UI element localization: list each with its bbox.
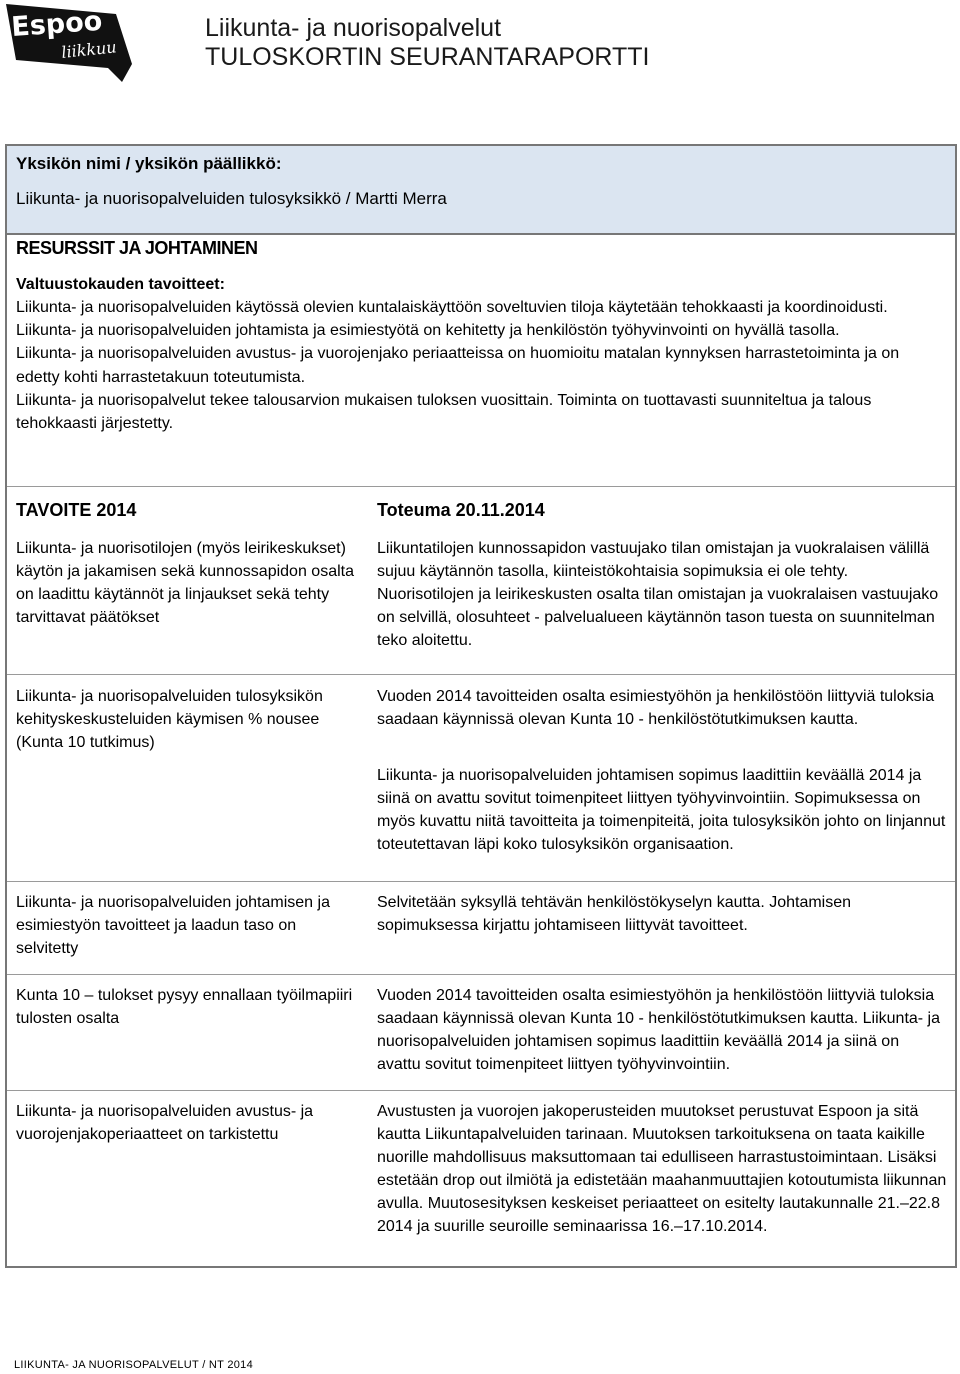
unit-info-box xyxy=(7,146,955,235)
section-title: RESURSSIT JA JOHTAMINEN xyxy=(16,238,258,258)
goal-cell: Liikunta- ja nuorisopalveluiden johtamisen ja esimiestyön tavoitteet ja laadun taso on selvitetty xyxy=(16,894,330,957)
council-goal: Liikunta- ja nuorisopalveluiden johtamista ja esimiestyötä on kehitetty ja henkilöstön työhyvinvointi on hyvällä tasolla. xyxy=(16,322,840,340)
result-cell-extra: Liikunta- ja nuorisopalveluiden johtamisen sopimus laadittiin keväällä 2014 ja siinä on avattu sovitut toimenpiteet liittyen työhyvinvointiin. Sopimuksessa on myös kuvattu niitä tavoitteita ja toimenpiteitä, joita tulosyksikön johto on linjannut toteutettavan läpi koko tulosyksikön organisaation. xyxy=(377,767,946,853)
divider xyxy=(7,486,955,487)
row-divider xyxy=(7,674,955,675)
council-goals-label: Valtuustokauden tavoitteet: xyxy=(16,276,225,293)
column-header-goal: TAVOITE 2014 xyxy=(16,500,137,520)
document-header xyxy=(205,14,650,72)
result-cell: Vuoden 2014 tavoitteiden osalta esimiestyöhön ja henkilöstöön liittyviä tuloksia saadaan käynnissä olevan Kunta 10 - henkilöstötutkimuksen kautta. Liikunta- ja nuorisopalveluiden johtamisen sopimus laadittiin keväällä 2014 ja siinä on avattu sovitut toimenpiteet liittyen työhyvinvointiin. xyxy=(377,987,941,1073)
council-goals xyxy=(16,296,936,435)
row-divider xyxy=(7,881,955,882)
result-cell: Selvitetään syksyllä tehtävän henkilöstökyselyn kautta. Johtamisen sopimuksessa kirjattu johtamiseen liittyvät tavoitteet. xyxy=(377,894,852,934)
result-cell: Vuoden 2014 tavoitteiden osalta esimiestyöhön ja henkilöstöön liittyviä tuloksia saadaan käynnissä olevan Kunta 10 - henkilöstötutkimuksen kautta. xyxy=(377,688,935,728)
espoo-liikkuu-logo xyxy=(4,2,132,84)
result-cell: Avustusten ja vuorojen jakoperusteiden muutokset perustuvat Espoon ja sitä kautta Liikuntapalveluiden tarinaan. Muutoksen tarkoituksena on taata kaikille nuorille mahdollisuus maksuttomaan tai edulliseen harrastustoimintaan. Lisäksi estetään drop out ilmiötä ja edistetään maahanmuuttajien kotoutumista liikunnan avulla. Muutosesityksen keskeiset periaatteet on esitelty lautakunnalle 21.–22.8 2014 ja suurille seuroille seminaarissa 16.–17.10.2014. xyxy=(377,1103,947,1235)
unit-value: Liikunta- ja nuorisopalveluiden tulosyksikkö / Martti Merra xyxy=(16,189,447,208)
logo-line1: Espoo xyxy=(10,5,104,43)
council-goal: Liikunta- ja nuorisopalveluiden avustus- ja vuorojenjako periaatteissa on huomioitu matalan kynnyksen harrastetoiminta ja on edetty kohti harrastetakuun toteutumista. xyxy=(16,345,900,386)
council-goal: Liikunta- ja nuorisopalvelut tekee talousarvion mukaisen tuloksen vuosittain. Toiminta on tuottavasti suunniteltua ja talous tehokkaasti järjestetty. xyxy=(16,391,872,433)
goal-cell: Liikunta- ja nuorisopalveluiden avustus- ja vuorojenjakoperiaatteet on tarkistettu xyxy=(16,1103,314,1143)
logo-line2: liikkuu xyxy=(60,37,118,62)
goal-cell: Liikunta- ja nuorisopalveluiden tulosyksikön kehityskeskusteluiden käymisen % nousee (Kunta 10 tutkimus) xyxy=(16,688,323,751)
row-divider xyxy=(7,1090,955,1091)
report-table xyxy=(5,144,957,1268)
unit-label: Yksikön nimi / yksikön päällikkö: xyxy=(16,154,282,173)
header-title: Liikunta- ja nuorisopalvelut xyxy=(205,14,502,42)
council-goal: Liikunta- ja nuorisopalveluiden käytössä olevien kuntalaiskäyttöön soveltuvien tiloja käytetään tehokkaasti ja koordinoidusti. xyxy=(16,299,888,316)
header-subtitle: TULOSKORTIN SEURANTARAPORTTI xyxy=(205,43,650,71)
column-header-result: Toteuma 20.11.2014 xyxy=(377,500,545,520)
result-cell: Liikuntatilojen kunnossapidon vastuujako tilan omistajan ja vuokralaisen välillä sujuu käytännön tasolla, kiinteistökohtaisia sopimuksia ei ole tehty. Nuorisotilojen ja leirikeskusten osalta tilan omistajan ja vuokralaisen vastuujako on selvillä, olosuhteet - palvelualueen käytännön tason tuesta on suunnitelman teko aloitettu. xyxy=(377,540,939,649)
page-footer: LIIKUNTA- JA NUORISOPALVELUT / NT 2014 xyxy=(14,1359,254,1371)
row-divider xyxy=(7,974,955,975)
goal-cell: Liikunta- ja nuorisotilojen (myös leirikeskukset) käytön ja jakamisen sekä kunnossapidon osalta on laadittu käytännöt ja linjaukset sekä tehty tarvittavat päätökset xyxy=(16,540,354,626)
goal-cell: Kunta 10 – tulokset pysyy ennallaan työilmapiiri tulosten osalta xyxy=(16,987,353,1027)
